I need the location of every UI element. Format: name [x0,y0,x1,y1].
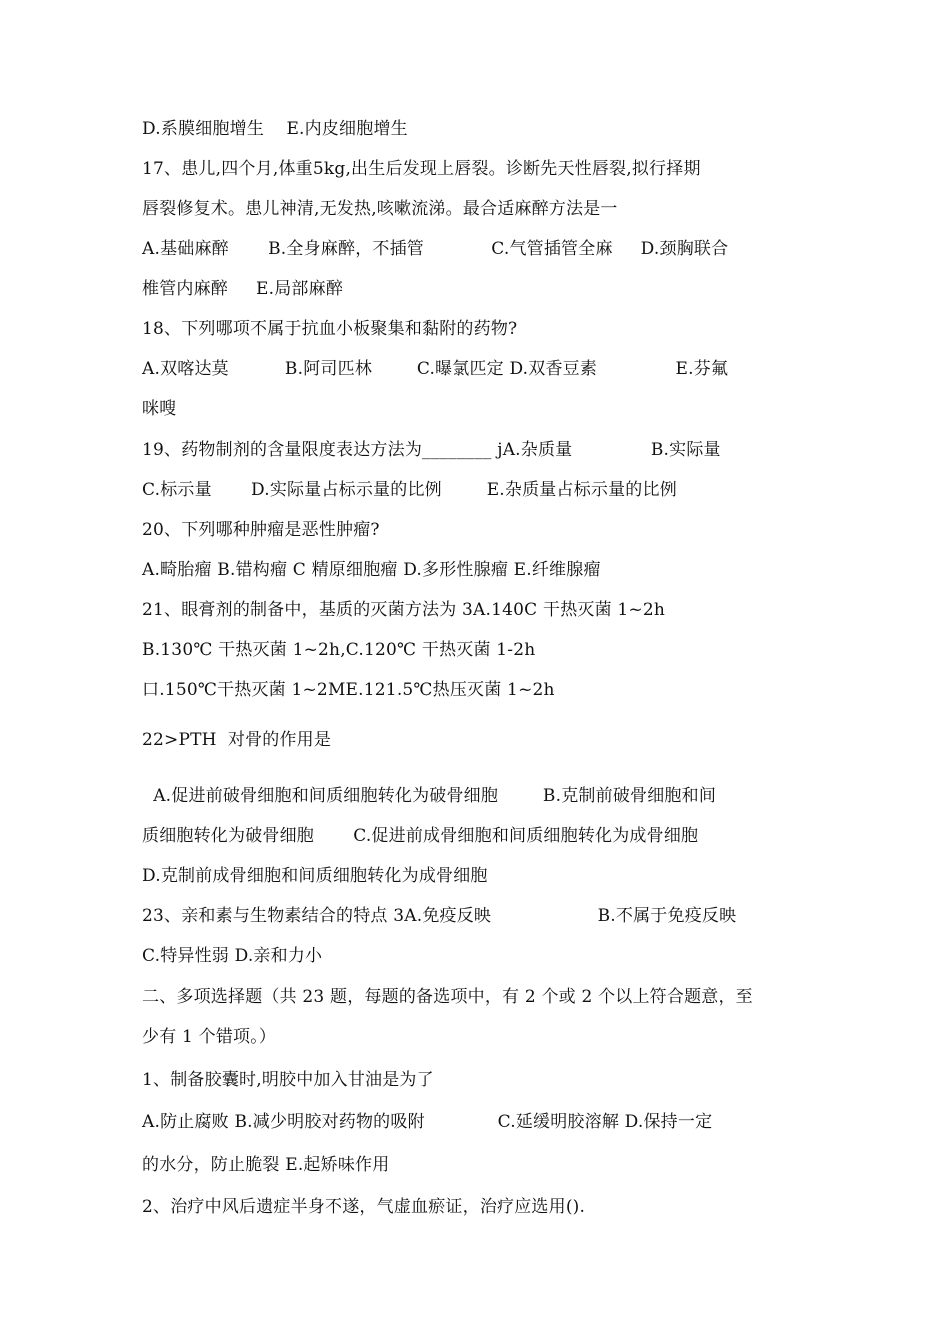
question-19: 19、药物制剂的含量限度表达方法为________ jA.杂质量 B.实际量 [142,440,721,460]
text-line: D.系膜细胞增生 E.内皮细胞增生 [142,119,408,139]
options-line: 的水分，防止脆裂 E.起矫味作用 [142,1155,390,1175]
options-line: 椎管内麻醉 E.局部麻醉 [142,279,344,299]
options-line: 质细胞转化为破骨细胞 C.促进前成骨细胞和间质细胞转化为成骨细胞 [142,826,699,846]
text-line: 唇裂修复术。患儿神清,无发热,咳嗽流涕。最合适麻醉方法是一 [142,199,618,219]
question-22: 22>PTH 对骨的作用是 [142,730,332,750]
options-line: D.克制前成骨细胞和间质细胞转化为成骨细胞 [142,866,488,886]
options-line: C.标示量 D.实际量占标示量的比例 E.杂质量占标示量的比例 [142,480,677,500]
options-line: 咪嗖 [142,399,177,419]
options-line: A.促进前破骨细胞和间质细胞转化为破骨细胞 B.克制前破骨细胞和间 [142,786,717,806]
options-line: C.特异性弱 D.亲和力小 [142,946,323,966]
question-m2: 2、治疗中风后遗症半身不遂，气虚血瘀证，治疗应选用(). [142,1197,586,1217]
question-17: 17、患儿,四个月,体重5kg,出生后发现上唇裂。诊断先天性唇裂,拟行择期 [142,159,701,179]
options-line: A.基础麻醉 B.全身麻醉，不插管 C.气管插管全麻 D.颈胸联合 [142,239,729,259]
options-line: A.防止腐败 B.减少明胶对药物的吸附 C.延缓明胶溶解 D.保持一定 [142,1112,713,1132]
options-line: 口.150℃干热灭菌 1~2ME.121.5℃热压灭菌 1~2h [142,680,555,700]
question-21: 21、眼膏剂的制备中，基质的灭菌方法为 3A.140C 干热灭菌 1~2h [142,600,666,620]
question-23: 23、亲和素与生物素结合的特点 3A.免疫反映 B.不属于免疫反映 [142,906,737,926]
options-line: A.畸胎瘤 B.错构瘤 C 精原细胞瘤 D.多形性腺瘤 E.纤维腺瘤 [142,560,601,580]
options-line: A.双喀达莫 B.阿司匹林 C.曝氯匹定 D.双香豆素 E.芬氟 [142,359,729,379]
question-20: 20、下列哪种肿瘤是恶性肿瘤? [142,520,380,540]
section-heading: 二、多项选择题（共 23 题，每题的备选项中，有 2 个或 2 个以上符合题意，至 [142,987,753,1007]
options-line: B.130℃ 干热灭菌 1~2h,C.120℃ 干热灭菌 1-2h [142,640,536,660]
question-m1: 1、制备胶囊时,明胶中加入甘油是为了 [142,1070,434,1090]
question-18: 18、下列哪项不属于抗血小板聚集和黏附的药物? [142,319,518,339]
section-heading-cont: 少有 1 个错项。） [142,1027,277,1047]
